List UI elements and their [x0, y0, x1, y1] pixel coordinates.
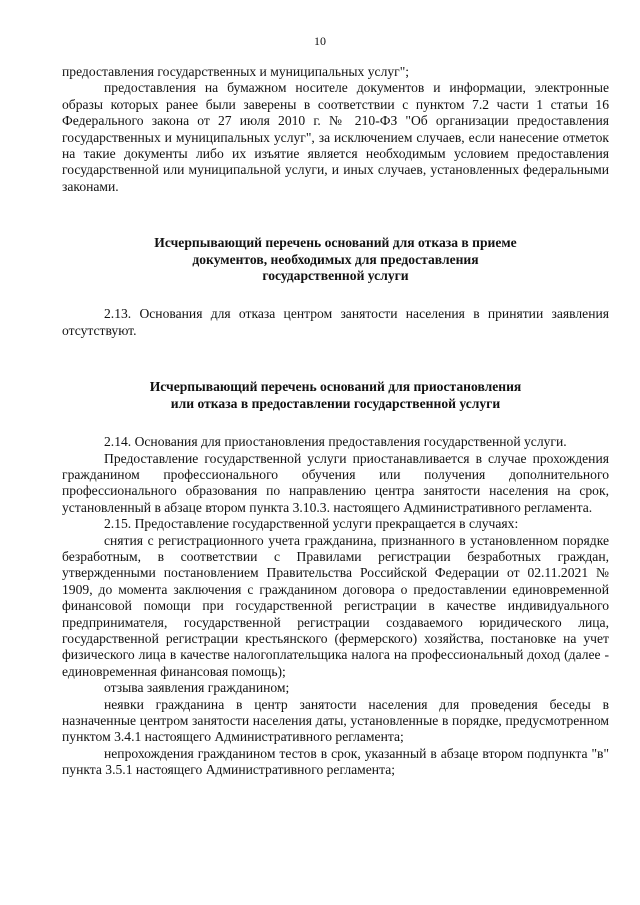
paragraph-tests: непрохождения гражданином тестов в срок, указанный в абзаце втором подпункта "в" пункта 3.5.1 настоящего Административного регламента; — [62, 745, 609, 778]
section-heading-suspension — [62, 379, 609, 412]
document-body — [62, 64, 609, 779]
paragraph-2-13: 2.13. Основания для отказа центром занятости населения в принятии заявления отсутствуют. — [62, 306, 609, 338]
page-number: 10 — [314, 34, 326, 48]
paragraph-withdrawal: отзыва заявления гражданином; — [104, 680, 290, 696]
paragraph-2-14: 2.14. Основания для приостановления предоставления государственной услуги. — [104, 434, 567, 450]
heading-line: или отказа в предоставлении государственной услуги — [170, 395, 501, 411]
heading-line: Исчерпывающий перечень оснований для приостановления — [149, 379, 522, 395]
paragraph-deregistration: снятия с регистрационного учета гражданина, признанного в установленном порядке безработным, в соответствии с Правилами регистрации безработных граждан, утвержденными постановлением Правительства Российской Федерации от 02.11.2021 № 1909, до момента заключения с гражданином договора о предоставлении единовременной финансовой помощи при государственной регистрации в качестве индивидуального предпринимателя, государственной регистрации создаваемого юридического лица, государственной регистрации крестьянского (фермерского) хозяйства, постановке на учет физического лица в качестве налогоплательщика налога на профессиональный доход (далее - единовременная финансовая помощь); — [62, 532, 609, 679]
heading-line: государственной услуги — [262, 268, 409, 284]
paragraph-no-show: неявки гражданина в центр занятости населения для проведения беседы в назначенные центром занятости населения даты, установленные в порядке, предусмотренном пунктом 3.4.1 настоящего Административного регламента; — [62, 696, 609, 745]
paragraph-suspension-case: Предоставление государственной услуги приостанавливается в случае прохождения гражданином профессионального обучения или получения дополнительного профессионального образования по направлению центра занятости населения на срок, установленный в абзаце втором пункта 3.10.3. настоящего Административного регламента. — [62, 450, 609, 515]
heading-line: Исчерпывающий перечень оснований для отказа в приеме — [154, 235, 517, 251]
paragraph-continuation: предоставления государственных и муниципальных услуг"; — [62, 64, 410, 79]
paragraph-2-15: 2.15. Предоставление государственной услуги прекращается в случаях: — [104, 516, 519, 532]
section-heading-refusal — [62, 235, 609, 284]
paragraph-paper-documents: предоставления на бумажном носителе документов и информации, электронные образы которых ранее были заверены в соответствии с пунктом 7.2 части 1 статьи 16 Федерального закона от 27 июля 2010 г. № 210-ФЗ "Об организации предоставления государственных и муниципальных услуг", за исключением случаев, если нанесение отметок на такие документы либо их изъятие является необходимым условием предоставления государственной или муниципальной услуги, и иных случаев, установленных федеральными законами. — [62, 80, 609, 194]
heading-line: документов, необходимых для предоставления — [192, 251, 479, 267]
